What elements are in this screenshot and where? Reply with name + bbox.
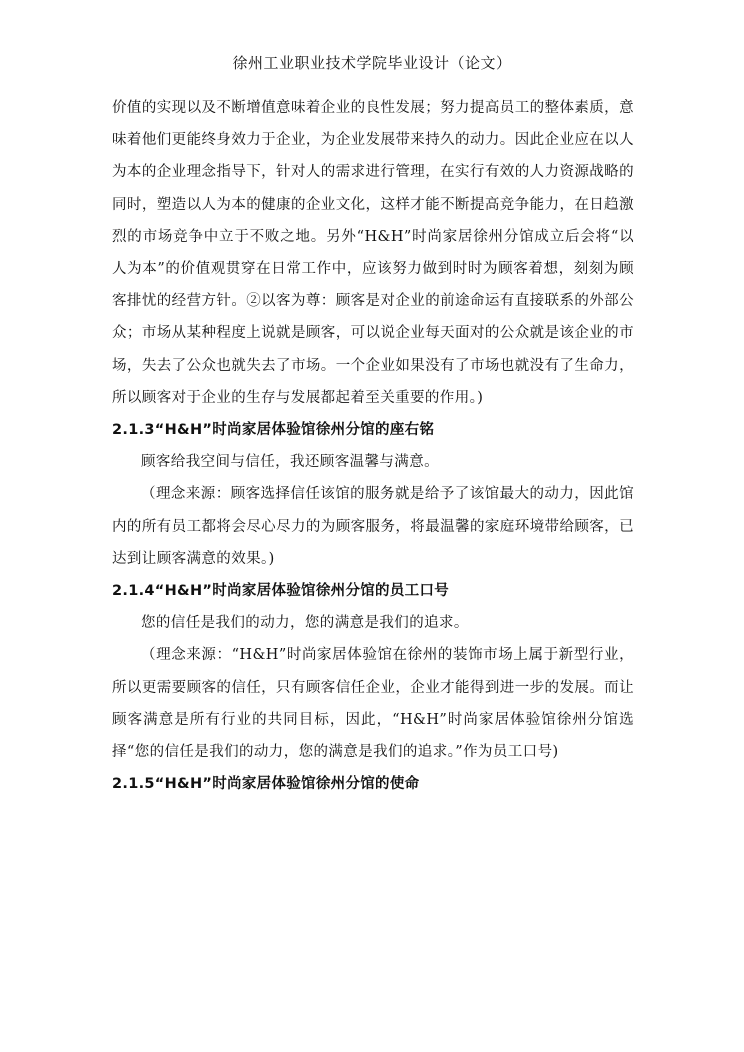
paragraph-motto: 顾客给我空间与信任，我还顾客温馨与满意。 <box>141 454 439 471</box>
paragraph-slogan: 您的信任是我们的动力，您的满意是我们的追求。 <box>141 615 469 632</box>
page-header: 徐州工业职业技术学院毕业设计（论文） <box>232 54 512 72</box>
section-heading-2-1-5: 2.1.5“H&H”时尚家居体验馆徐州分馆的使命 <box>112 776 420 793</box>
paragraph-motto-source: （理念来源：顾客选择信任该馆的服务就是给予了该馆最大的动力，因此馆内的所有员工都将会尽心尽力的为顾客服务，将最温馨的家庭环境带给顾客，已达到让顾客满意的效果。) <box>112 486 634 567</box>
section-heading-2-1-4: 2.1.4“H&H”时尚家居体验馆徐州分馆的员工口号 <box>112 583 450 600</box>
paragraph-people-oriented: 价值的实现以及不断增值意味着企业的良性发展；努力提高员工的整体素质，意味着他们更能终身效力于企业，为企业发展带来持久的动力。因此企业应在以人为本的企业理念指导下，针对人的需求进行管理，在实行有效的人力资源战略的同时，塑造以人为本的健康的企业文化，这样才能不断提高竞争能力，在日趋激烈的市场竞争中立于不败之地。另外“H&H”时尚家居徐州分馆成立后会将“以人为本”的价值观贯穿在日常工作中，应该努力做到时时为顾客着想，刻刻为顾客排忧的经营方针。②以客为尊：顾客是对企业的前途命运有直接联系的外部公众；市场从某种程度上说就是顾客，可以说企业每天面对的公众就是该企业的市场，失去了公众也就失去了市场。一个企业如果没有了市场也就没有了生命力，所以顾客对于企业的生存与发展都起着至关重要的作用。) <box>112 100 634 406</box>
section-heading-2-1-3: 2.1.3“H&H”时尚家居体验馆徐州分馆的座右铭 <box>112 422 435 439</box>
paragraph-slogan-source: （理念来源：“H&H”时尚家居体验馆在徐州的装饰市场上属于新型行业，所以更需要顾客的信任，只有顾客信任企业，企业才能得到进一步的发展。而让顾客满意是所有行业的共同目标，因此，“H&H”时尚家居体验馆徐州分馆选择“您的信任是我们的动力，您的满意是我们的追求。”作为员工口号) <box>112 647 634 761</box>
document-body <box>112 92 634 800</box>
